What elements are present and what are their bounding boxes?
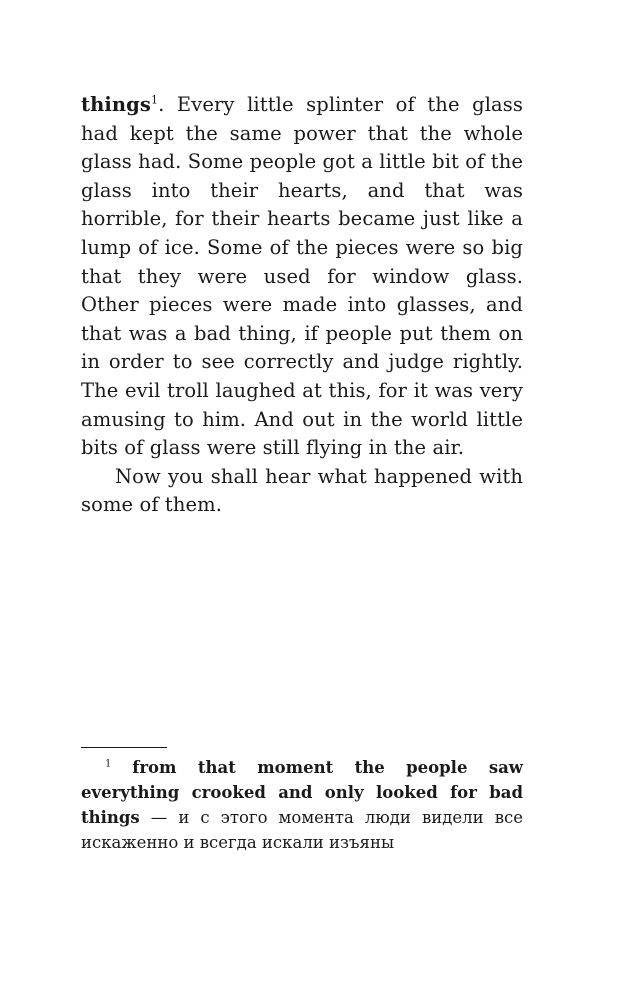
footnote-marker: 1 <box>105 758 112 770</box>
paragraph-1 <box>81 91 523 463</box>
footnote-phrase: from that moment the people saw everything crooked and only looked for bad things <box>81 758 524 827</box>
footnote <box>81 755 523 855</box>
paragraph-1-text: . Every little splinter of the glass had kept the same power that the whole glass had. Some people got a little bit of the glass into their hearts, and that was horrible, for their hearts became just like a lump of ice. Some of the pieces were so big that they were used for window glass. Other pieces were made into glasses, and that was a bad thing, if people put them on in order to see correctly and judge rightly. The evil troll laughed at this, for it was very amusing to him. And out in the world little bits of glass were still flying in the air. <box>81 93 523 460</box>
footnote-dash: — <box>139 808 179 827</box>
glossed-term: things <box>81 93 151 116</box>
main-text <box>81 91 523 520</box>
footnote-translation: и с этого момента люди видели все искаженно и всегда искали изъяны <box>81 808 523 852</box>
paragraph-2: Now you shall hear what happened with some of them. <box>81 464 523 517</box>
footnote-divider <box>81 747 167 748</box>
footnote-reference: 1 <box>150 93 159 107</box>
